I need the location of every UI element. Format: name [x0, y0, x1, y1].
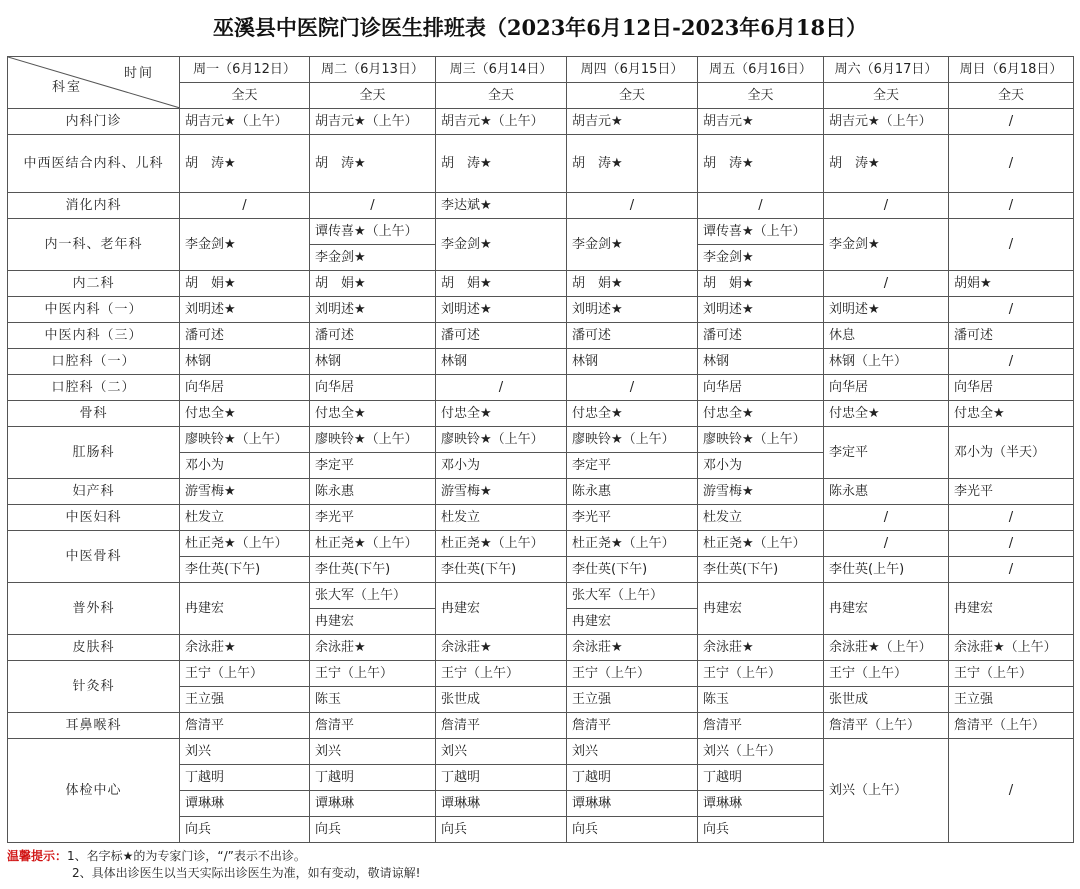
header-day: 周六（6月17日）	[824, 57, 949, 83]
schedule-cell: 刘明述★	[436, 297, 567, 323]
schedule-cell: /	[310, 193, 436, 219]
schedule-cell: 向兵	[698, 817, 824, 843]
table-row	[8, 661, 1074, 687]
schedule-cell: 付忠全★	[698, 401, 824, 427]
schedule-cell: 李仕英(下午)	[180, 557, 310, 583]
header-day: 周三（6月14日）	[436, 57, 567, 83]
schedule-cell: 刘兴	[436, 739, 567, 765]
schedule-cell: 潘可述	[698, 323, 824, 349]
table-row	[8, 109, 1074, 135]
schedule-cell: 邓小为（半天）	[949, 427, 1074, 479]
schedule-cell: 李金剑★	[436, 219, 567, 271]
schedule-cell: 向华居	[949, 375, 1074, 401]
dept-name: 口腔科（一）	[8, 349, 180, 375]
schedule-cell: 李定平	[824, 427, 949, 479]
header-row-days	[8, 57, 1074, 83]
schedule-cell: 林钢（上午）	[824, 349, 949, 375]
schedule-cell: 付忠全★	[567, 401, 698, 427]
header-period: 全天	[180, 83, 310, 109]
schedule-cell: 付忠全★	[824, 401, 949, 427]
schedule-cell: 杜正尧★（上午）	[436, 531, 567, 557]
header-period: 全天	[949, 83, 1074, 109]
schedule-cell: 胡吉元★	[567, 109, 698, 135]
schedule-cell: /	[567, 193, 698, 219]
dept-name: 中医内科（三）	[8, 323, 180, 349]
note-line-1	[7, 848, 1073, 865]
dept-name: 骨科	[8, 401, 180, 427]
schedule-cell: 付忠全★	[436, 401, 567, 427]
header-day: 周日（6月18日）	[949, 57, 1074, 83]
schedule-cell: 付忠全★	[310, 401, 436, 427]
schedule-cell: 谭琳琳	[180, 791, 310, 817]
dept-name: 中医骨科	[8, 531, 180, 583]
schedule-cell: 邓小为	[180, 453, 310, 479]
schedule-cell: 胡 娟★	[698, 271, 824, 297]
schedule-cell: 胡吉元★（上午）	[436, 109, 567, 135]
schedule-cell: 胡 涛★	[180, 135, 310, 193]
schedule-cell: 余泳莊★（上午）	[949, 635, 1074, 661]
header-day: 周四（6月15日）	[567, 57, 698, 83]
table-row	[8, 297, 1074, 323]
table-row	[8, 271, 1074, 297]
schedule-cell: 李光平	[310, 505, 436, 531]
schedule-cell: 刘兴	[180, 739, 310, 765]
schedule-cell: 张大军（上午）	[310, 583, 436, 609]
schedule-cell: /	[949, 349, 1074, 375]
schedule-cell: /	[949, 297, 1074, 323]
schedule-cell: 李金剑★	[698, 245, 824, 271]
table-row	[8, 479, 1074, 505]
schedule-cell: 冉建宏	[824, 583, 949, 635]
schedule-cell: 胡吉元★	[698, 109, 824, 135]
schedule-cell: 刘兴	[567, 739, 698, 765]
schedule-cell: 陈永惠	[310, 479, 436, 505]
table-row	[8, 219, 1074, 245]
schedule-cell: 王立强	[949, 687, 1074, 713]
schedule-cell: /	[824, 505, 949, 531]
table-row	[8, 635, 1074, 661]
table-row	[8, 323, 1074, 349]
schedule-cell: 向华居	[698, 375, 824, 401]
schedule-cell: 丁越明	[180, 765, 310, 791]
schedule-cell: 付忠全★	[180, 401, 310, 427]
schedule-cell: 林钢	[180, 349, 310, 375]
dept-name: 体检中心	[8, 739, 180, 843]
schedule-cell: 陈玉	[698, 687, 824, 713]
dept-name: 中医内科（一）	[8, 297, 180, 323]
schedule-cell: 李定平	[567, 453, 698, 479]
schedule-cell: 王宁（上午）	[949, 661, 1074, 687]
schedule-cell: 刘明述★	[310, 297, 436, 323]
schedule-cell: 林钢	[567, 349, 698, 375]
schedule-cell: 杜发立	[436, 505, 567, 531]
schedule-cell: /	[824, 193, 949, 219]
schedule-cell: 王宁（上午）	[310, 661, 436, 687]
schedule-cell: 王宁（上午）	[436, 661, 567, 687]
schedule-cell: 潘可述	[567, 323, 698, 349]
schedule-cell: /	[949, 739, 1074, 843]
dept-name: 中医妇科	[8, 505, 180, 531]
schedule-cell: 胡吉元★（上午）	[180, 109, 310, 135]
header-day: 周五（6月16日）	[698, 57, 824, 83]
schedule-cell: 冉建宏	[698, 583, 824, 635]
note-text-2: 2、具体出诊医生以当天实际出诊医生为准，如有变动，敬请谅解!	[72, 866, 421, 880]
schedule-cell: 冉建宏	[180, 583, 310, 635]
schedule-cell: /	[949, 219, 1074, 271]
schedule-cell: 廖映铃★（上午）	[567, 427, 698, 453]
schedule-cell: /	[824, 271, 949, 297]
schedule-cell: 廖映铃★（上午）	[436, 427, 567, 453]
schedule-cell: 向华居	[180, 375, 310, 401]
dept-name: 内一科、老年科	[8, 219, 180, 271]
schedule-cell: 丁越明	[567, 765, 698, 791]
schedule-cell: /	[949, 109, 1074, 135]
schedule-cell: 王立强	[180, 687, 310, 713]
schedule-cell: 胡 涛★	[567, 135, 698, 193]
schedule-cell: 李金剑★	[824, 219, 949, 271]
schedule-cell: 胡娟★	[949, 271, 1074, 297]
schedule-cell: /	[949, 135, 1074, 193]
schedule-cell: 游雪梅★	[698, 479, 824, 505]
table-row	[8, 135, 1074, 193]
table-row	[8, 713, 1074, 739]
schedule-cell: /	[949, 193, 1074, 219]
note-label: 温馨提示：	[7, 849, 68, 863]
schedule-cell: 邓小为	[436, 453, 567, 479]
schedule-cell: 杜正尧★（上午）	[180, 531, 310, 557]
schedule-cell: 谭琳琳	[310, 791, 436, 817]
schedule-cell: 王宁（上午）	[698, 661, 824, 687]
schedule-cell: 潘可述	[310, 323, 436, 349]
schedule-cell: 杜发立	[180, 505, 310, 531]
schedule-cell: 张世成	[824, 687, 949, 713]
schedule-cell: 陈永惠	[567, 479, 698, 505]
schedule-cell: 冉建宏	[567, 609, 698, 635]
schedule-cell: 刘明述★	[180, 297, 310, 323]
schedule-cell: 杜正尧★（上午）	[310, 531, 436, 557]
schedule-cell: 杜发立	[698, 505, 824, 531]
schedule-cell: 詹清平（上午）	[949, 713, 1074, 739]
dept-name: 针灸科	[8, 661, 180, 713]
table-row	[8, 583, 1074, 609]
schedule-cell: 李仕英(下午)	[567, 557, 698, 583]
schedule-cell: 廖映铃★（上午）	[698, 427, 824, 453]
schedule-cell: 冉建宏	[436, 583, 567, 635]
schedule-cell: 詹清平（上午）	[824, 713, 949, 739]
header-period: 全天	[824, 83, 949, 109]
schedule-cell: 潘可述	[436, 323, 567, 349]
schedule-cell: 胡 涛★	[310, 135, 436, 193]
schedule-cell: 向兵	[310, 817, 436, 843]
dept-name: 消化内科	[8, 193, 180, 219]
schedule-cell: 谭琳琳	[698, 791, 824, 817]
schedule-cell: 余泳莊★	[567, 635, 698, 661]
schedule-cell: 詹清平	[436, 713, 567, 739]
schedule-cell: 胡 娟★	[436, 271, 567, 297]
header-dept-label: 科室	[52, 80, 83, 95]
schedule-cell: /	[698, 193, 824, 219]
schedule-cell: 李仕英(下午)	[310, 557, 436, 583]
schedule-cell: 刘明述★	[567, 297, 698, 323]
schedule-cell: 李光平	[567, 505, 698, 531]
note-text-1: 1、名字标★的为专家门诊，“/”表示不出诊。	[67, 849, 306, 863]
schedule-cell: 王宁（上午）	[180, 661, 310, 687]
schedule-cell: 李仕英(上午)	[824, 557, 949, 583]
schedule-cell: 胡 涛★	[824, 135, 949, 193]
schedule-cell: 丁越明	[698, 765, 824, 791]
note-line-2	[7, 865, 1073, 882]
schedule-cell: 李金剑★	[310, 245, 436, 271]
schedule-cell: 李金剑★	[567, 219, 698, 271]
schedule-cell: 詹清平	[310, 713, 436, 739]
schedule-cell: 向华居	[310, 375, 436, 401]
dept-name: 普外科	[8, 583, 180, 635]
schedule-cell: 谭传喜★（上午）	[698, 219, 824, 245]
schedule-cell: 胡 涛★	[698, 135, 824, 193]
schedule-cell: 潘可述	[180, 323, 310, 349]
schedule-cell: 詹清平	[698, 713, 824, 739]
schedule-cell: 向兵	[567, 817, 698, 843]
schedule-cell: /	[949, 505, 1074, 531]
schedule-cell: 李光平	[949, 479, 1074, 505]
schedule-cell: 李仕英(下午)	[698, 557, 824, 583]
schedule-cell: 刘明述★	[824, 297, 949, 323]
schedule-cell: 刘兴	[310, 739, 436, 765]
dept-name: 妇产科	[8, 479, 180, 505]
schedule-cell: 刘明述★	[698, 297, 824, 323]
schedule-table	[7, 56, 1074, 843]
schedule-cell: 余泳莊★（上午）	[824, 635, 949, 661]
schedule-cell: 余泳莊★	[180, 635, 310, 661]
schedule-cell: 胡 娟★	[180, 271, 310, 297]
schedule-cell: 张世成	[436, 687, 567, 713]
schedule-cell: 胡 娟★	[567, 271, 698, 297]
schedule-cell: 游雪梅★	[180, 479, 310, 505]
table-row	[8, 401, 1074, 427]
table-row	[8, 193, 1074, 219]
footer-notes	[7, 848, 1073, 882]
header-day: 周一（6月12日）	[180, 57, 310, 83]
header-period: 全天	[310, 83, 436, 109]
schedule-cell: 王宁（上午）	[567, 661, 698, 687]
dept-name: 肛肠科	[8, 427, 180, 479]
schedule-cell: 王立强	[567, 687, 698, 713]
schedule-cell: 李仕英(下午)	[436, 557, 567, 583]
schedule-cell: 向兵	[180, 817, 310, 843]
schedule-cell: 向华居	[824, 375, 949, 401]
schedule-cell: 游雪梅★	[436, 479, 567, 505]
schedule-cell: 廖映铃★（上午）	[180, 427, 310, 453]
schedule-cell: 詹清平	[567, 713, 698, 739]
schedule-cell: 付忠全★	[949, 401, 1074, 427]
schedule-cell: /	[949, 531, 1074, 557]
schedule-cell: 余泳莊★	[310, 635, 436, 661]
schedule-cell: 胡 娟★	[310, 271, 436, 297]
schedule-cell: /	[567, 375, 698, 401]
schedule-cell: 杜正尧★（上午）	[567, 531, 698, 557]
schedule-cell: 丁越明	[310, 765, 436, 791]
header-period: 全天	[567, 83, 698, 109]
header-period: 全天	[436, 83, 567, 109]
schedule-cell: /	[949, 557, 1074, 583]
schedule-cell: 陈永惠	[824, 479, 949, 505]
schedule-cell: 李定平	[310, 453, 436, 479]
schedule-cell: 王宁（上午）	[824, 661, 949, 687]
dept-name: 皮肤科	[8, 635, 180, 661]
schedule-cell: 刘兴（上午）	[698, 739, 824, 765]
schedule-cell: 李达斌★	[436, 193, 567, 219]
schedule-cell: 余泳莊★	[698, 635, 824, 661]
schedule-cell: 廖映铃★（上午）	[310, 427, 436, 453]
header-period: 全天	[698, 83, 824, 109]
schedule-cell: 向兵	[436, 817, 567, 843]
table-row	[8, 349, 1074, 375]
schedule-cell: 刘兴（上午）	[824, 739, 949, 843]
schedule-cell: 谭琳琳	[567, 791, 698, 817]
schedule-cell: 休息	[824, 323, 949, 349]
table-row	[8, 375, 1074, 401]
schedule-cell: 林钢	[310, 349, 436, 375]
schedule-cell: 邓小为	[698, 453, 824, 479]
schedule-cell: 林钢	[698, 349, 824, 375]
schedule-cell: 丁越明	[436, 765, 567, 791]
schedule-cell: 张大军（上午）	[567, 583, 698, 609]
schedule-cell: /	[436, 375, 567, 401]
header-corner	[8, 57, 180, 109]
schedule-cell: 林钢	[436, 349, 567, 375]
dept-name: 口腔科（二）	[8, 375, 180, 401]
schedule-cell: 冉建宏	[949, 583, 1074, 635]
dept-name: 中西医结合内科、儿科	[8, 135, 180, 193]
table-row	[8, 739, 1074, 765]
schedule-cell: 陈玉	[310, 687, 436, 713]
dept-name: 耳鼻喉科	[8, 713, 180, 739]
schedule-cell: 胡吉元★（上午）	[310, 109, 436, 135]
schedule-cell: /	[180, 193, 310, 219]
schedule-cell: 谭琳琳	[436, 791, 567, 817]
schedule-cell: 余泳莊★	[436, 635, 567, 661]
schedule-cell: 谭传喜★（上午）	[310, 219, 436, 245]
schedule-cell: 胡吉元★（上午）	[824, 109, 949, 135]
schedule-cell: 潘可述	[949, 323, 1074, 349]
header-day: 周二（6月13日）	[310, 57, 436, 83]
header-time-label: 时间	[124, 66, 155, 81]
schedule-cell: 胡 涛★	[436, 135, 567, 193]
schedule-cell: 詹清平	[180, 713, 310, 739]
schedule-cell: /	[824, 531, 949, 557]
schedule-cell: 杜正尧★（上午）	[698, 531, 824, 557]
table-row	[8, 531, 1074, 557]
table-row	[8, 505, 1074, 531]
dept-name: 内二科	[8, 271, 180, 297]
table-row	[8, 427, 1074, 453]
page-title: 巫溪县中医院门诊医生排班表（2023年6月12日-2023年6月18日）	[212, 15, 868, 40]
dept-name: 内科门诊	[8, 109, 180, 135]
schedule-cell: 李金剑★	[180, 219, 310, 271]
schedule-cell: 冉建宏	[310, 609, 436, 635]
